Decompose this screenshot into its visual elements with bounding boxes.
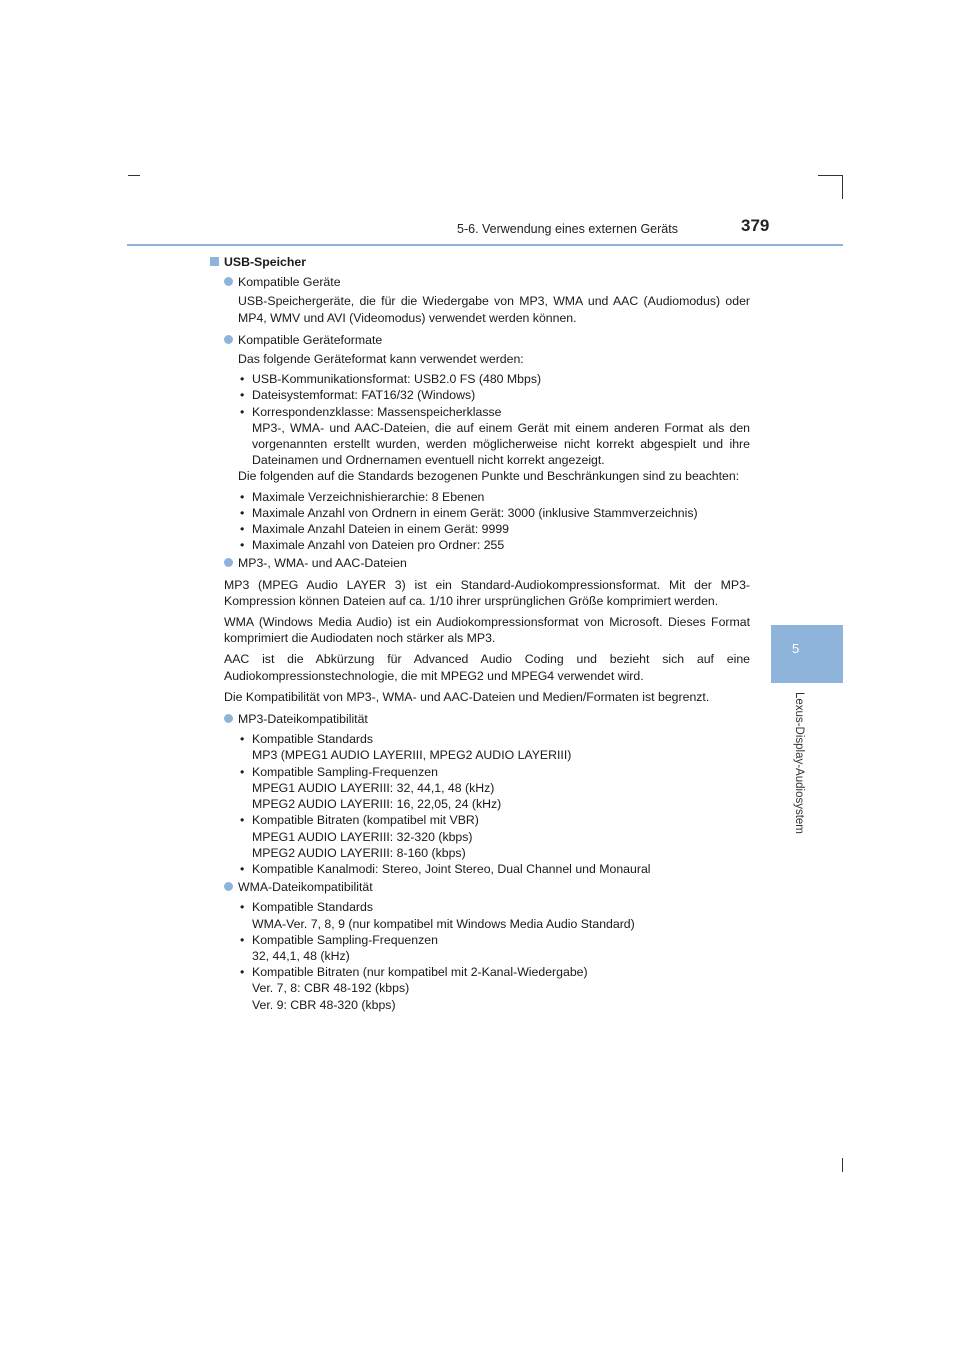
paragraph: Das folgende Geräteformat kann verwendet werden: [238,352,524,367]
paragraph: Die Kompatibilität von MP3-, WMA- und AAC-Dateien und Medien/Formaten ist begrenzt. [224,689,710,704]
subheading-file-types: MP3-, WMA- und AAC-Dateien [224,555,750,571]
subheading-device-formats: Kompatible Geräteformate [224,332,750,348]
list-item: • Maximale Verzeichnishierarchie: 8 Ebenen [238,489,750,505]
list-item: • Kompatible Standards WMA-Ver. 7, 8, 9 (nur kompatibel mit Windows Media Audio Standard) [238,899,750,931]
subheading-wma: WMA-Dateikompatibilität [224,879,750,895]
circle-bullet-icon [224,277,233,286]
page-number: 379 [741,216,770,235]
list-item: • Kompatible Sampling-Frequenzen MPEG1 AUDIO LAYERIII: 32, 44,1, 48 (kHz) MPEG2 AUDIO LAYERIII: 16, 22,05, 24 (kHz) [238,764,750,813]
format-list [238,371,750,468]
subheading-compatible-devices: Kompatible Geräte [224,274,750,290]
list-item: • Kompatible Standards MP3 (MPEG1 AUDIO LAYERIII, MPEG2 AUDIO LAYERIII) [238,731,750,763]
wma-list [238,899,750,1012]
mp3-list [238,731,750,877]
list-item: • Kompatible Sampling-Frequenzen 32, 44,1, 48 (kHz) [238,932,750,964]
list-item: • Korrespondenzklasse: Massenspeicherklasse MP3-, WMA- und AAC-Dateien, die auf einem Gerät mit einem anderen Format als den vorgenannten erstellt wurden, werden möglicherweise nicht korrekt abgespielt und ihre Dateinamen und Ordnernamen eventuell nicht korrekt angezeigt. [238,404,750,469]
paragraph: MP3 (MPEG Audio LAYER 3) ist ein Standard-Audiokompressionsformat. Mit der MP3-Kompression können Dateien auf ca. 1/10 ihrer ursprünglichen Größe komprimiert werden. [224,577,750,608]
circle-bullet-icon [224,882,233,891]
list-item: • Maximale Anzahl von Ordnern in einem Gerät: 3000 (inklusive Stammverzeichnis) [238,505,750,521]
list-item: • Kompatible Bitraten (kompatibel mit VBR) MPEG1 AUDIO LAYERIII: 32-320 (kbps) MPEG2 AUDIO LAYERIII: 8-160 (kbps) [238,812,750,861]
paragraph: AAC ist die Abkürzung für Advanced Audio Coding und bezieht sich auf eine Audiokompressionstechnologie, die mit MPEG2 und MPEG4 verwendet wird. [224,652,750,683]
list-item: • Maximale Anzahl von Dateien pro Ordner: 255 [238,537,750,553]
list-item-note: MP3-, WMA- und AAC-Dateien, die auf einem Gerät mit einem anderen Format als den vorgenannten erstellt wurden, werden möglicherweise nicht korrekt abgespielt und ihre Dateinamen und Ordnernamen eventuell nicht korrekt angezeigt. [252,420,750,468]
circle-bullet-icon [224,558,233,567]
square-bullet-icon [210,257,219,266]
crop-mark [818,175,843,176]
chapter-side-label: Lexus-Display-Audiosystem [793,692,805,834]
chapter-number: 5 [792,641,800,656]
list-item: • USB-Kommunikationsformat: USB2.0 FS (480 Mbps) [238,371,750,387]
crop-mark [842,175,843,199]
circle-bullet-icon [224,335,233,344]
paragraph: Die folgenden auf die Standards bezogenen Punkte und Beschränkungen sind zu beachten: [238,469,740,484]
crop-mark [842,1158,843,1172]
list-item: • Kompatible Bitraten (nur kompatibel mit 2-Kanal-Wiedergabe) Ver. 7, 8: CBR 48-192 (kbps) Ver. 9: CBR 48-320 (kbps) [238,964,750,1013]
paragraph: WMA (Windows Media Audio) ist ein Audiokompressionsformat von Microsoft. Dieses Format komprimiert die Audiodaten noch stärker als MP3. [224,615,750,646]
header-section-title: 5-6. Verwendung eines externen Geräts [457,222,678,236]
header-rule [127,244,843,246]
list-item: • Kompatible Kanalmodi: Stereo, Joint Stereo, Dual Channel und Monaural [238,861,750,877]
page-content [210,254,750,1013]
subheading-mp3: MP3-Dateikompatibilität [224,711,750,727]
crop-mark [128,175,140,176]
section-heading: USB-Speicher [210,254,750,270]
limits-list [238,489,750,554]
list-item: • Maximale Anzahl Dateien in einem Gerät: 9999 [238,521,750,537]
list-item: • Dateisystemformat: FAT16/32 (Windows) [238,387,750,403]
paragraph: USB-Speichergeräte, die für die Wiedergabe von MP3, WMA und AAC (Audiomodus) oder MP4, WMV und AVI (Videomodus) verwendet werden können. [238,294,750,325]
circle-bullet-icon [224,714,233,723]
chapter-tab [771,625,843,683]
